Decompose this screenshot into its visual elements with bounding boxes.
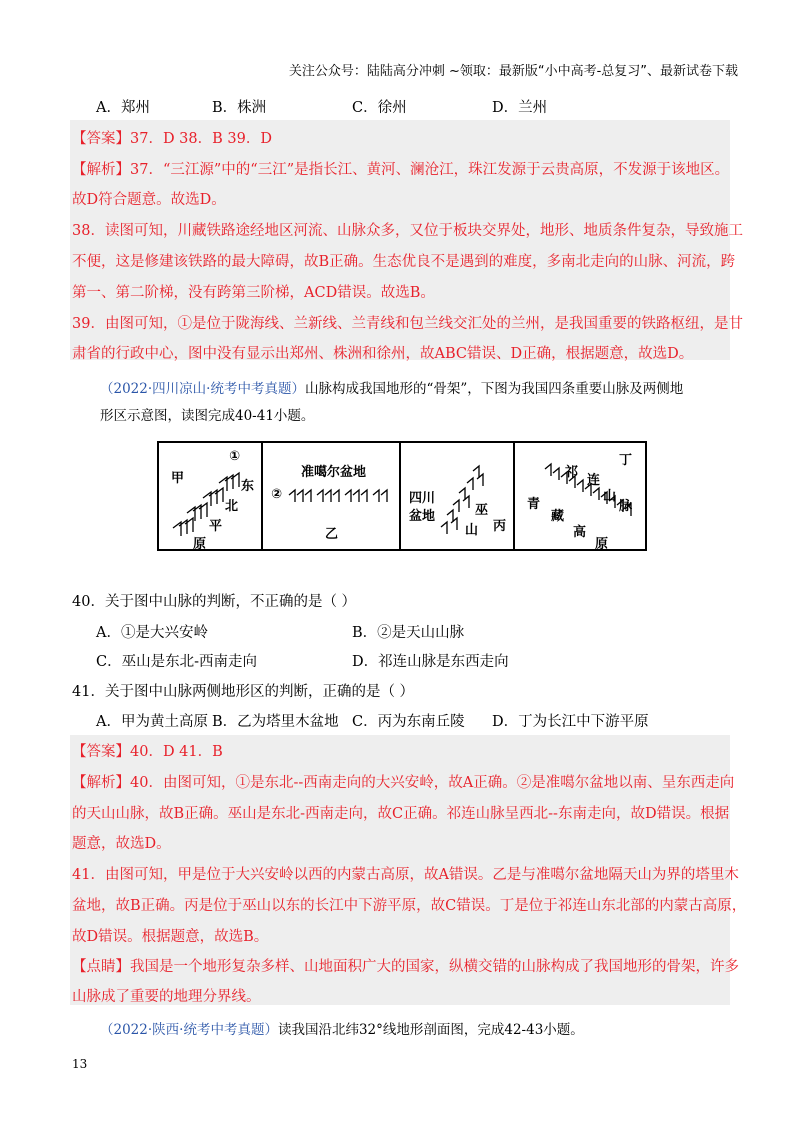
- analysis-1-line-1: 【解析】37．“三江源”中的“三江”是指长江、黄河、澜沧江，珠江发源于云贵高原，不发源于该地区。: [72, 162, 730, 178]
- q39-option-b: B．株洲: [212, 100, 267, 116]
- q39-option-d: D．兰州: [492, 100, 548, 116]
- label-gao: 高: [573, 525, 587, 540]
- label-bing: 丙: [493, 519, 507, 534]
- intro-2-source: （2022·陕西·统考中考真题）: [100, 1022, 278, 1038]
- q40-option-d: D．祁连山脉是东西走向: [352, 654, 509, 670]
- label-yuan: 原: [193, 537, 207, 552]
- answer-2: 【答案】40．D 41．B: [72, 744, 223, 760]
- label-qing: 青: [527, 497, 541, 512]
- q41-option-a: A．甲为黄土高原: [96, 714, 208, 730]
- q40-option-c: C．巫山是东北-西南走向: [96, 654, 257, 670]
- label-bei: 北: [225, 499, 239, 514]
- label-circle-2: ②: [271, 487, 283, 502]
- analysis-1-line-4: 不便，这是修建该铁路的最大障碍，故B正确。生态优良不是遇到的难度，多南北走向的山脉、河流，跨: [72, 254, 736, 270]
- analysis-2-line-6: 故D错误。根据题意，故选B。: [72, 929, 269, 945]
- analysis-2-line-5: 盆地，故B正确。丙是位于巫山以东的长江中下游平原，故C错误。丁是位于祁连山东北部的内蒙古高原，: [72, 898, 747, 914]
- analysis-2-line-7: 【点睛】我国是一个地形复杂多样、山地面积广大的国家，纵横交错的山脉构成了我国地形的骨架，许多: [72, 959, 739, 975]
- label-ding: 丁: [619, 453, 633, 468]
- label-jia: 甲: [171, 471, 185, 486]
- label-plateau: 原: [595, 537, 609, 552]
- figure-panel-4: [515, 443, 645, 552]
- label-yi: 乙: [325, 527, 339, 542]
- analysis-2-line-1: 【解析】40．由图可知，①是东北--西南走向的大兴安岭，故A正确。②是准噶尔盆地以南、呈东西走向: [72, 775, 735, 791]
- q41-option-b: B．乙为塔里木盆地: [212, 714, 339, 730]
- label-lian-shan: 山: [603, 489, 617, 504]
- figure-panel-2: [263, 443, 401, 549]
- label-dong: 东: [241, 479, 255, 494]
- label-qi: 祁: [565, 465, 579, 480]
- page-header: 关注公众号：陆陆高分冲刺 ~领取：最新版“小中高考-总复习”、最新试卷下载: [288, 64, 738, 79]
- q39-option-a: A．郑州: [96, 100, 150, 116]
- label-mai: 脉: [619, 499, 633, 514]
- label-ping: 平: [209, 519, 223, 534]
- analysis-1-line-6: 39．由图可知，①是位于陇海线、兰新线、兰青线和包兰线交汇处的兰州，是我国重要的铁路枢纽，是甘: [72, 316, 743, 332]
- q40-option-a: A．①是大兴安岭: [96, 625, 208, 641]
- label-basin: 盆地: [409, 509, 436, 524]
- analysis-2-line-3: 题意，故选D。: [72, 836, 171, 852]
- analysis-1-line-7: 肃省的行政中心，图中没有显示出郑州、株洲和徐州，故ABC错误、D正确，根据题意，故选D。: [72, 346, 694, 362]
- figure-panel-1: [159, 443, 263, 552]
- intro-2-text: 读我国沿北纬32°线地形剖面图，完成42-43小题。: [277, 1022, 584, 1038]
- analysis-2-line-8: 山脉成了重要的地理分界线。: [72, 989, 261, 1005]
- q40-option-b: B．②是天山山脉: [352, 625, 465, 641]
- analysis-1-line-5: 第一、第二阶梯，没有跨第三阶梯，ACD错误。故选B。: [72, 285, 435, 301]
- label-junggar-basin: 准噶尔盆地: [301, 465, 367, 480]
- intro-2-line: [100, 1018, 584, 1038]
- analysis-2-line-2: 的天山山脉，故B正确。巫山是东北-西南走向，故C正确。祁连山脉呈西北--东南走向，故D错误。根据: [72, 806, 730, 822]
- mountain-figure: [157, 441, 647, 551]
- label-sichuan: 四川: [409, 491, 436, 506]
- q41-option-d: D．丁为长江中下游平原: [492, 714, 649, 730]
- intro-1-source: （2022·四川凉山·统考中考真题）: [100, 381, 305, 397]
- intro-1-text: 山脉构成我国地形的“骨架”，下图为我国四条重要山脉及两侧地: [304, 381, 684, 397]
- analysis-1-line-3: 38．读图可知，川藏铁路途经地区河流、山脉众多，又位于板块交界处，地形、地质条件复杂，导致施工: [72, 223, 743, 239]
- intro-1-line-2: 形区示意图，读图完成40-41小题。: [100, 408, 315, 424]
- label-circle-1: ①: [229, 449, 241, 464]
- figure-panel-3: [401, 443, 515, 549]
- page-number: 13: [72, 1057, 88, 1071]
- analysis-1-line-2: 故D符合题意。故选D。: [72, 192, 226, 208]
- q41-stem: 41．关于图中山脉两侧地形区的判断，正确的是（ ）: [72, 684, 415, 700]
- analysis-2-line-4: 41．由图可知，甲是位于大兴安岭以西的内蒙古高原，故A错误。乙是与准噶尔盆地隔天山为界的塔里木: [72, 867, 739, 883]
- answer-1: 【答案】37．D 38．B 39．D: [72, 131, 272, 147]
- label-lian: 连: [587, 473, 601, 488]
- intro-1-line-1: [100, 377, 683, 397]
- q39-option-c: C．徐州: [352, 100, 407, 116]
- q41-option-c: C．丙为东南丘陵: [352, 714, 465, 730]
- label-wu-shan: 山: [465, 523, 479, 538]
- q40-stem: 40．关于图中山脉的判断，不正确的是（ ）: [72, 594, 357, 610]
- label-wu: 巫: [475, 503, 489, 518]
- label-zang: 藏: [551, 509, 565, 524]
